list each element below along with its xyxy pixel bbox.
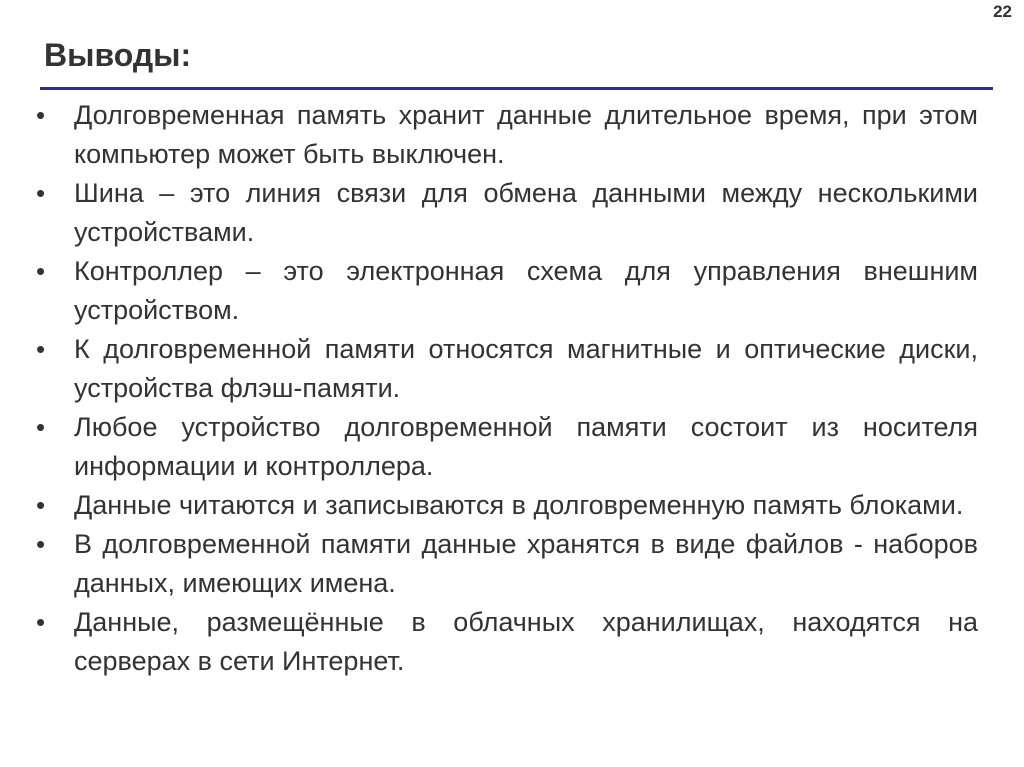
title-divider — [40, 87, 993, 90]
list-item — [30, 330, 978, 408]
list-item — [30, 486, 978, 525]
list-item — [30, 252, 978, 330]
list-item — [30, 408, 978, 486]
list-item — [30, 525, 978, 603]
conclusions-list — [30, 96, 978, 681]
bullet-icon: • — [36, 412, 46, 442]
list-item-text: Данные читаются и записываются в долговременную память блоками. — [74, 490, 964, 520]
bullet-icon: • — [36, 490, 46, 520]
list-item-text: Данные, размещённые в облачных хранилищах, находятся на серверах в сети Интернет. — [74, 607, 978, 676]
bullet-icon: • — [36, 334, 46, 364]
list-item-text: Долговременная память хранит данные длительное время, при этом компьютер может быть выключен. — [74, 100, 978, 169]
list-item-text: К долговременной памяти относятся магнитные и оптические диски, устройства флэш-памяти. — [74, 334, 978, 403]
list-item — [30, 96, 978, 174]
list-item-text: Контроллер – это электронная схема для управления внешним устройством. — [74, 256, 978, 325]
list-item-text: В долговременной памяти данные хранятся в виде файлов - наборов данных, имеющих имена. — [74, 529, 978, 598]
bullet-icon: • — [36, 529, 46, 559]
bullet-icon: • — [36, 607, 46, 637]
page-number: 22 — [993, 2, 1012, 21]
list-item-text: Любое устройство долговременной памяти состоит из носителя информации и контроллера. — [74, 412, 978, 481]
slide-title: Выводы: — [44, 37, 192, 73]
bullet-icon: • — [36, 178, 46, 208]
bullet-icon: • — [36, 256, 46, 286]
bullet-icon: • — [36, 100, 46, 130]
list-item — [30, 174, 978, 252]
list-item-text: Шина – это линия связи для обмена данными между несколькими устройствами. — [74, 178, 978, 247]
list-item — [30, 603, 978, 681]
